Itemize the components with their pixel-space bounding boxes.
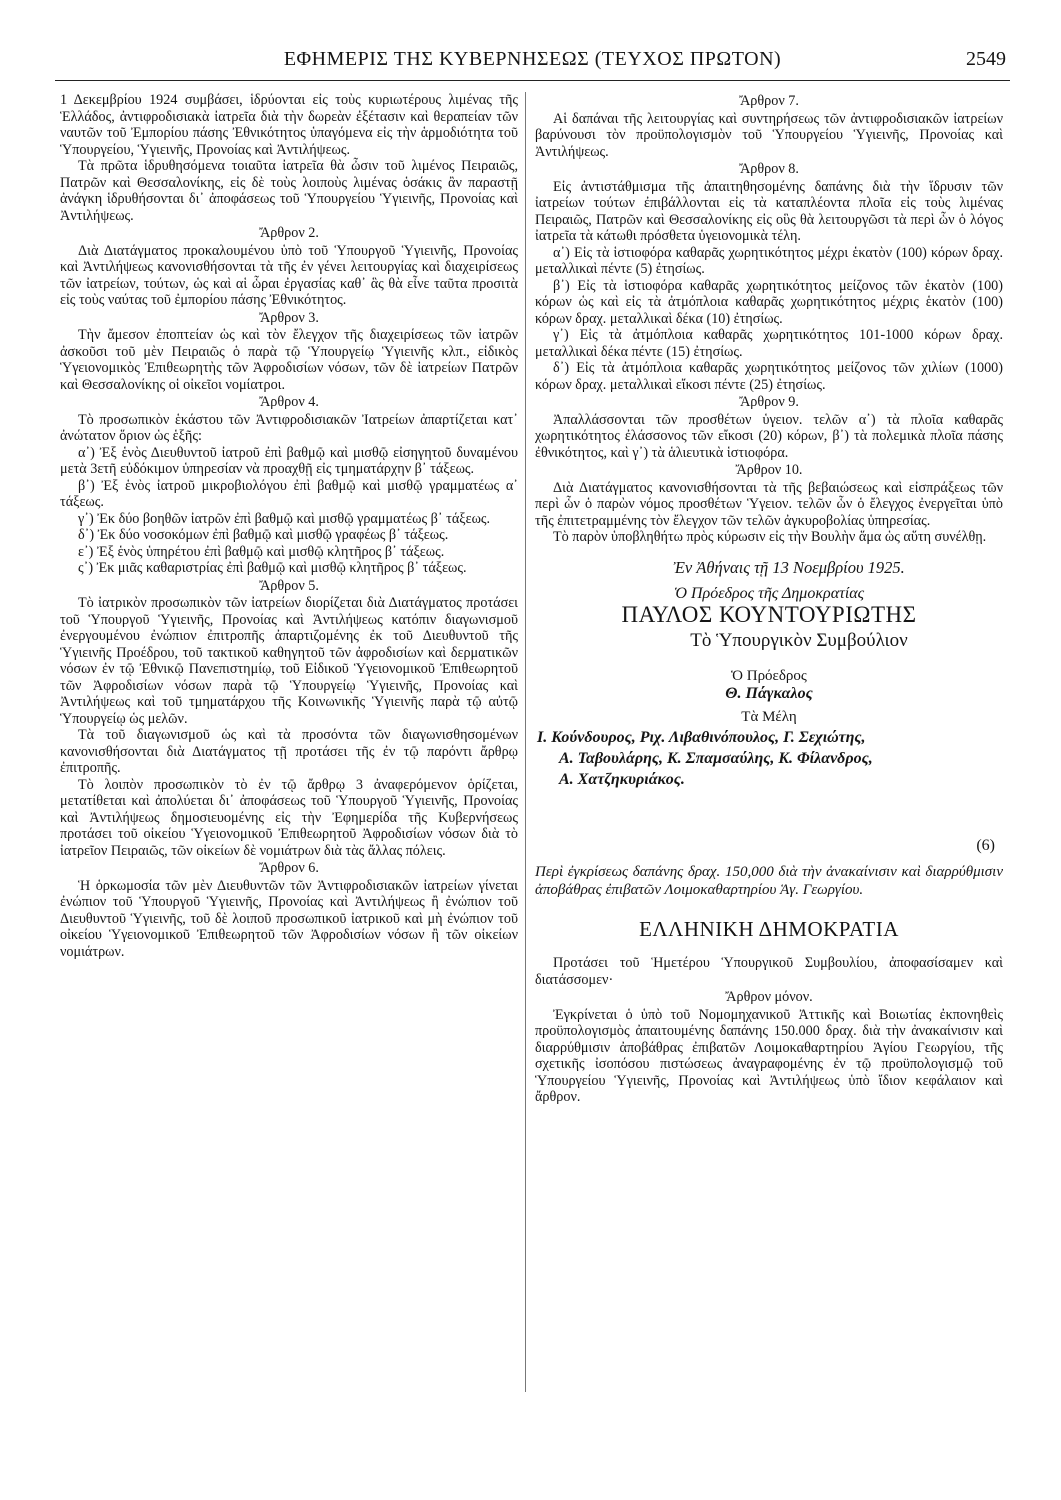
list-item: α᾽) Εἰς τὰ ἱστιοφόρα καθαρᾶς χωρητικότητος μέχρι ἑκατὸν (100) κόρων δραχ. μεταλλικαὶ πέντε (5) ἐτησίως.: [535, 244, 1003, 277]
page-header: [55, 46, 1010, 81]
place-date: Ἐν Ἀθήναις τῇ 13 Νοεμβρίου 1925.: [673, 557, 905, 577]
list-item: α᾽) Ἐξ ἑνὸς Διευθυντοῦ ἰατροῦ ἐπὶ βαθμῷ καὶ μισθῷ εἰσηγητοῦ δυναμένου μετὰ 3ετῆ εὐδόκιμον ὑπηρεσίαν νὰ προαχθῇ εἰς τμηματάρχην β᾽ τάξεως.: [60, 444, 518, 477]
article-heading: Ἄρθρον 4.: [259, 394, 319, 410]
column-divider: [525, 92, 526, 1392]
members-line: Ι. Κούνδουρος, Ριχ. Λιβαθινόπουλος, Γ. Σεχιώτης,: [537, 729, 866, 746]
president-title: Ὁ Πρόεδρος τῆς Δημοκρατίας: [673, 585, 865, 602]
republic-heading: ΕΛΛΗΝΙΚΗ ΔΗΜΟΚΡΑΤΙΑ: [639, 916, 899, 941]
article-heading: Ἄρθρον μόνον.: [725, 989, 813, 1005]
list-item: γ᾽) Εἰς τὰ ἀτμόπλοια καθαρᾶς χωρητικότητος 101-1000 κόρων δραχ. μεταλλικαὶ δέκα πέντε (15) ἐτησίως.: [535, 327, 1003, 360]
president-name: ΠΑΥΛΟΣ ΚΟΥΝΤΟΥΡΙΩΤΗΣ: [621, 601, 917, 627]
right-column: [535, 92, 1003, 1106]
list-item: δ᾽) Εἰς τὰ ἀτμόπλοια καθαρᾶς χωρητικότητος μείζονος τῶν χιλίων (1000) κόρων δραχ. μεταλλικαὶ εἴκοσι πέντε (25) ἐτησίως.: [535, 360, 1003, 393]
paragraph: Διὰ Διατάγματος κανονισθήσονται τὰ τῆς βεβαιώσεως καὶ εἰσπράξεως τῶν περὶ ὧν ὁ παρὼν νόμος προσθέτων Ὑγειον. τελῶν ὧν ὁ ἔλεγχος ἐνεργεῖται ὑπὸ τῆς ἐπιτετραμμένης τὸν ἔλεγχον τῶν τελῶν ἀγκυροβολίας ὑπηρεσίας.: [535, 479, 1003, 529]
list-item: δ᾽) Ἐκ δύο νοσοκόμων ἐπὶ βαθμῷ καὶ μισθῷ γραφέως β᾽ τάξεως.: [78, 527, 449, 543]
paragraph: 1 Δεκεμβρίου 1924 συμβάσει, ἱδρύονται εἰς τοὺς κυριωτέρους λιμένας τῆς Ἑλλάδος, ἀντιφροδισιακὰ ἰατρεῖα διὰ τὴν δωρεὰν ἐξέτασιν καὶ θεραπείαν τῶν ναυτῶν τοῦ Ἐμπορίου πάσης Ἐθνικότητος ὑπαγόμενα εἰς τὴν ἁρμοδιότητα τοῦ Ὑπουργείου, Ὑγιεινῆς, Προνοίας καὶ Ἀντιλήψεως.: [60, 92, 518, 158]
article-heading: Ἄρθρον 8.: [739, 161, 799, 177]
article-heading: Ἄρθρον 2.: [259, 225, 319, 241]
paragraph: Τὸ παρὸν ὑποβληθήτω πρὸς κύρωσιν εἰς τὴν Βουλὴν ἅμα ὡς αὕτη συνέλθῃ.: [553, 529, 987, 545]
members-label: Τὰ Μέλη: [741, 708, 797, 725]
paragraph: Τὰ πρῶτα ἱδρυθησόμενα τοιαῦτα ἰατρεῖα θὰ ὦσιν τοῦ λιμένος Πειραιῶς, Πατρῶν καὶ Θεσσαλονίκης, εἰς δὲ τοὺς λοιποὺς λιμένας ὁσάκις ἂν παραστῇ ἀνάγκη ἱδρυθήσονται δι᾽ ἀποφάσεως τοῦ Ὑπουργείου Ὑγιεινῆς, Προνοίας καὶ Ἀντιλήψεως.: [60, 158, 518, 224]
paragraph: Προτάσει τοῦ Ἡμετέρου Ὑπουργικοῦ Συμβουλίου, ἀποφασίσαμεν καὶ διατάσσομεν·: [535, 955, 1003, 988]
paragraph: Ἡ ὁρκωμοσία τῶν μὲν Διευθυντῶν τῶν Ἀντιφροδισιακῶν ἰατρείων γίνεται ἐνώπιον τοῦ Ὑπουργοῦ Ὑγιεινῆς, Προνοίας καὶ Ἀντιλήψεως ἢ ἐνώπιον τοῦ Διευθυντοῦ Ὑγιεινῆς, τοῦ δὲ λοιποῦ προσωπικοῦ ἰατρικοῦ καὶ μὴ ἐνώπιον τοῦ οἰκείου Ὑγειονομικοῦ Ἐπιθεωρητοῦ τῶν Ἀφροδισίων νόσων ἢ τῶν οἰκείων νομιάτρων.: [60, 877, 518, 960]
paragraph: Τὸ προσωπικὸν ἑκάστου τῶν Ἀντιφροδισιακῶν Ἰατρείων ἀπαρτίζεται κατ᾽ ἀνώτατον ὅριον ὡς ἑξῆς:: [60, 411, 518, 444]
paragraph: Διὰ Διατάγματος προκαλουμένου ὑπὸ τοῦ Ὑπουργοῦ Ὑγιεινῆς, Προνοίας καὶ Ἀντιλήψεως κανονισθήσονται τὰ τῆς ἐν γένει λειτουργίας καὶ διαχειρίσεως τῶν ἰατρείων, τούτων, ὡς καὶ αἱ ὧραι ἐργασίας καθ᾽ ἃς θὰ εἶνε ταῦτα προσιτὰ εἰς τοὺς ναύτας τοῦ ἐμπορίου πάσης Ἐθνικότητος.: [60, 242, 518, 308]
paragraph: Τὸ ἰατρικὸν προσωπικὸν τῶν ἰατρείων διορίζεται διὰ Διατάγματος προτάσει τοῦ Ὑπουργοῦ Ὑγιεινῆς, Προνοίας καὶ Ἀντιλήψεως κατόπιν διαγωνισμοῦ ἐνεργουμένου ἐνώπιον ἐπιτροπῆς ἀπαρτιζομένης ἐκ τοῦ Διευθυντοῦ τῆς Ὑγιεινῆς Προέδρου, τοῦ τακτικοῦ καθηγητοῦ τῶν ἀφροδισίων καὶ δερματικῶν νόσων ἐν τῷ Ἐθνικῷ Πανεπιστημίῳ, τοῦ Εἰδικοῦ Ὑγειονομικοῦ Ἐπιθεωρητοῦ τῶν Ἀφροδισίων νόσων παρὰ τῷ Ὑπουργείῳ Ὑγιεινῆς, Προνοίας καὶ Ἀντιλήψεως καὶ τοῦ τμηματάρχου τῆς Κοινωνικῆς Ὑγιεινῆς παρὰ τῷ αὐτῷ Ὑπουργείῳ ὡς μελῶν.: [60, 595, 518, 727]
decree-number: (6): [976, 837, 995, 854]
article-heading: Ἄρθρον 10.: [735, 462, 803, 478]
list-item: ς᾽) Ἐκ μιᾶς καθαριστρίας ἐπὶ βαθμῷ καὶ μισθῷ κλητῆρος β᾽ τάξεως.: [78, 560, 467, 576]
gazette-title: ΕΦΗΜΕΡΙΣ ΤΗΣ ΚΥΒΕΡΝΗΣΕΩΣ (ΤΕΥΧΟΣ ΠΡΩΤΟΝ): [283, 48, 782, 70]
list-item: β᾽) Ἐξ ἑνὸς ἰατροῦ μικροβιολόγου ἐπὶ βαθμῷ καὶ μισθῷ γραμματέως α᾽ τάξεως.: [60, 477, 518, 510]
article-heading: Ἄρθρον 5.: [259, 577, 319, 594]
paragraph: Αἱ δαπάναι τῆς λειτουργίας καὶ συντηρήσεως τῶν ἀντιφροδισιακῶν ἰατρείων βαρύνουσι τὸν προϋπολογισμὸν τοῦ Ὑπουργείου Ὑγιεινῆς, Προνοίας καὶ Ἀντιλήψεως.: [535, 110, 1003, 160]
members-line: Α. Χατζηκυριάκος.: [559, 771, 685, 788]
decree-subject: Περὶ ἐγκρίσεως δαπάνης δραχ. 150,000 διὰ τὴν ἀνακαίνισιν καὶ διαρρύθμισιν ἀποβάθρας ἐπιβατῶν Λοιμοκαθαρτηρίου Ἁγ. Γεωργίου.: [535, 863, 1003, 898]
list-item: ε᾽) Ἐξ ἑνὸς ὑπηρέτου ἐπὶ βαθμῷ καὶ μισθῷ κλητῆρος β᾽ τάξεως.: [78, 543, 445, 560]
paragraph: Τὴν ἄμεσον ἐποπτείαν ὡς καὶ τὸν ἔλεγχον τῆς διαχειρίσεως τῶν ἰατρῶν ἀσκοῦσι τοῦ μὲν Πειραιῶς ὁ παρὰ τῷ Ὑπουργείῳ Ὑγιεινῆς κλπ., εἰδικὸς Ὑγειονομικὸς Ἐπιθεωρητὴς τῶν Ἀφροδισίων νόσων, τῶν δὲ ἰατρείων Πατρῶν καὶ Θεσσαλονίκης οἱ οἰκεῖοι νομίατροι.: [60, 327, 518, 393]
paragraph: Ἐγκρίνεται ὁ ὑπὸ τοῦ Νομομηχανικοῦ Ἀττικῆς καὶ Βοιωτίας ἐκπονηθεὶς προϋπολογισμὸς ἀπαιτουμένης δαπάνης 150.000 δραχ. διὰ τὴν ἀνακαίνισιν καὶ διαρρύθμισιν ἀποβάθρας ἐπιβατῶν Λοιμοκαθαρτηρίου Ἁγίου Γεωργίου, τῆς σχετικῆς ἰσοπόσου πιστώσεως ἀναγραφομένης ἐν τῷ προϋπολογισμῷ τοῦ Ὑπουργείου Ὑγιεινῆς, Προνοίας καὶ Ἀντιλήψεως ὑπὸ ἴδιον κεφάλαιον καὶ ἄρθρον.: [535, 1006, 1003, 1105]
chair-label: Ὁ Πρόεδρος: [731, 667, 807, 684]
paragraph: Τὸ λοιπὸν προσωπικὸν τὸ ἐν τῷ ἄρθρῳ 3 ἀναφερόμενον ὁρίζεται, μετατίθεται καὶ ἀπολύεται δι᾽ ἀποφάσεως τοῦ Ὑπουργοῦ Ὑγιεινῆς, Προνοίας καὶ Ἀντιλήψεως δημοσιευομένης εἰς τὴν Ἐφημερίδα τῆς Κυβερνήσεως προτάσει τοῦ οἰκείου Ὑγειονομικοῦ Ἐπιθεωρητοῦ Ἀφροδισίων νόσων διὰ τὸ ἰατρεῖον Πειραιῶς, τῶν οἰκείων δὲ νομιάτρων διὰ τὰς ἄλλας πόλεις.: [60, 776, 518, 859]
list-item: β᾽) Εἰς τὰ ἱστιοφόρα καθαρᾶς χωρητικότητος μείζονος τῶν ἑκατὸν (100) κόρων ὡς καὶ εἰς τὰ ἀτμόπλοια καθαρᾶς χωρητικότητος μέχρις ἑκατὸν (100) κόρων δραχ. μεταλλικαὶ δέκα (10) ἐτησίως.: [535, 277, 1003, 327]
paragraph: Τὰ τοῦ διαγωνισμοῦ ὡς καὶ τὰ προσόντα τῶν διαγωνισθησομένων κανονισθήσονται διὰ Διατάγματος τῇ προτάσει τῆς ἐν τῷ παρόντι ἄρθρῳ ἐπιτροπῆς.: [60, 727, 518, 776]
chair-name: Θ. Πάγκαλος: [725, 685, 813, 702]
list-item: γ᾽) Ἐκ δύο βοηθῶν ἰατρῶν ἐπὶ βαθμῷ καὶ μισθῷ γραμματέως β᾽ τάξεως.: [78, 510, 491, 527]
paragraph: Εἰς ἀντιστάθμισμα τῆς ἀπαιτηθησομένης δαπάνης διὰ τὴν ἵδρυσιν τῶν ἰατρείων τούτων ἐπιβάλλονται εἰς τὰ καταπλέοντα πλοῖα εἰς τοὺς λιμένας Πειραιῶς, Πατρῶν καὶ Θεσσαλονίκης εἰς οὓς θὰ λειτουργῶσι τὰ περὶ ὧν ὁ λόγος ἰατρεῖα τὰ κάτωθι πρόσθετα ὑγειονομικὰ τέλη.: [535, 178, 1003, 244]
paragraph: Ἀπαλλάσσονται τῶν προσθέτων ὑγειον. τελῶν α᾽) τὰ πλοῖα καθαρᾶς χωρητικότητος ἐλάσσονος τῶν εἴκοσι (20) κόρων, β᾽) τὰ πολεμικὰ πλοῖα πάσης ἐθνικότητος, καὶ γ᾽) τὰ ἁλιευτικὰ ἱστιοφόρα.: [535, 411, 1003, 461]
article-heading: Ἄρθρον 9.: [739, 394, 799, 410]
council-title: Τὸ Ὑπουργικὸν Συμβούλιον: [690, 630, 908, 651]
article-heading: Ἄρθρον 6.: [259, 860, 319, 876]
article-heading: Ἄρθρον 3.: [259, 309, 319, 326]
left-column: [60, 92, 518, 960]
page-number: 2549: [966, 48, 1006, 70]
article-heading: Ἄρθρον 7.: [739, 93, 799, 109]
members-line: Α. Ταβουλάρης, Κ. Σπαμσαύλης, Κ. Φίλανδρος,: [559, 750, 873, 767]
members-list: [535, 727, 1003, 790]
